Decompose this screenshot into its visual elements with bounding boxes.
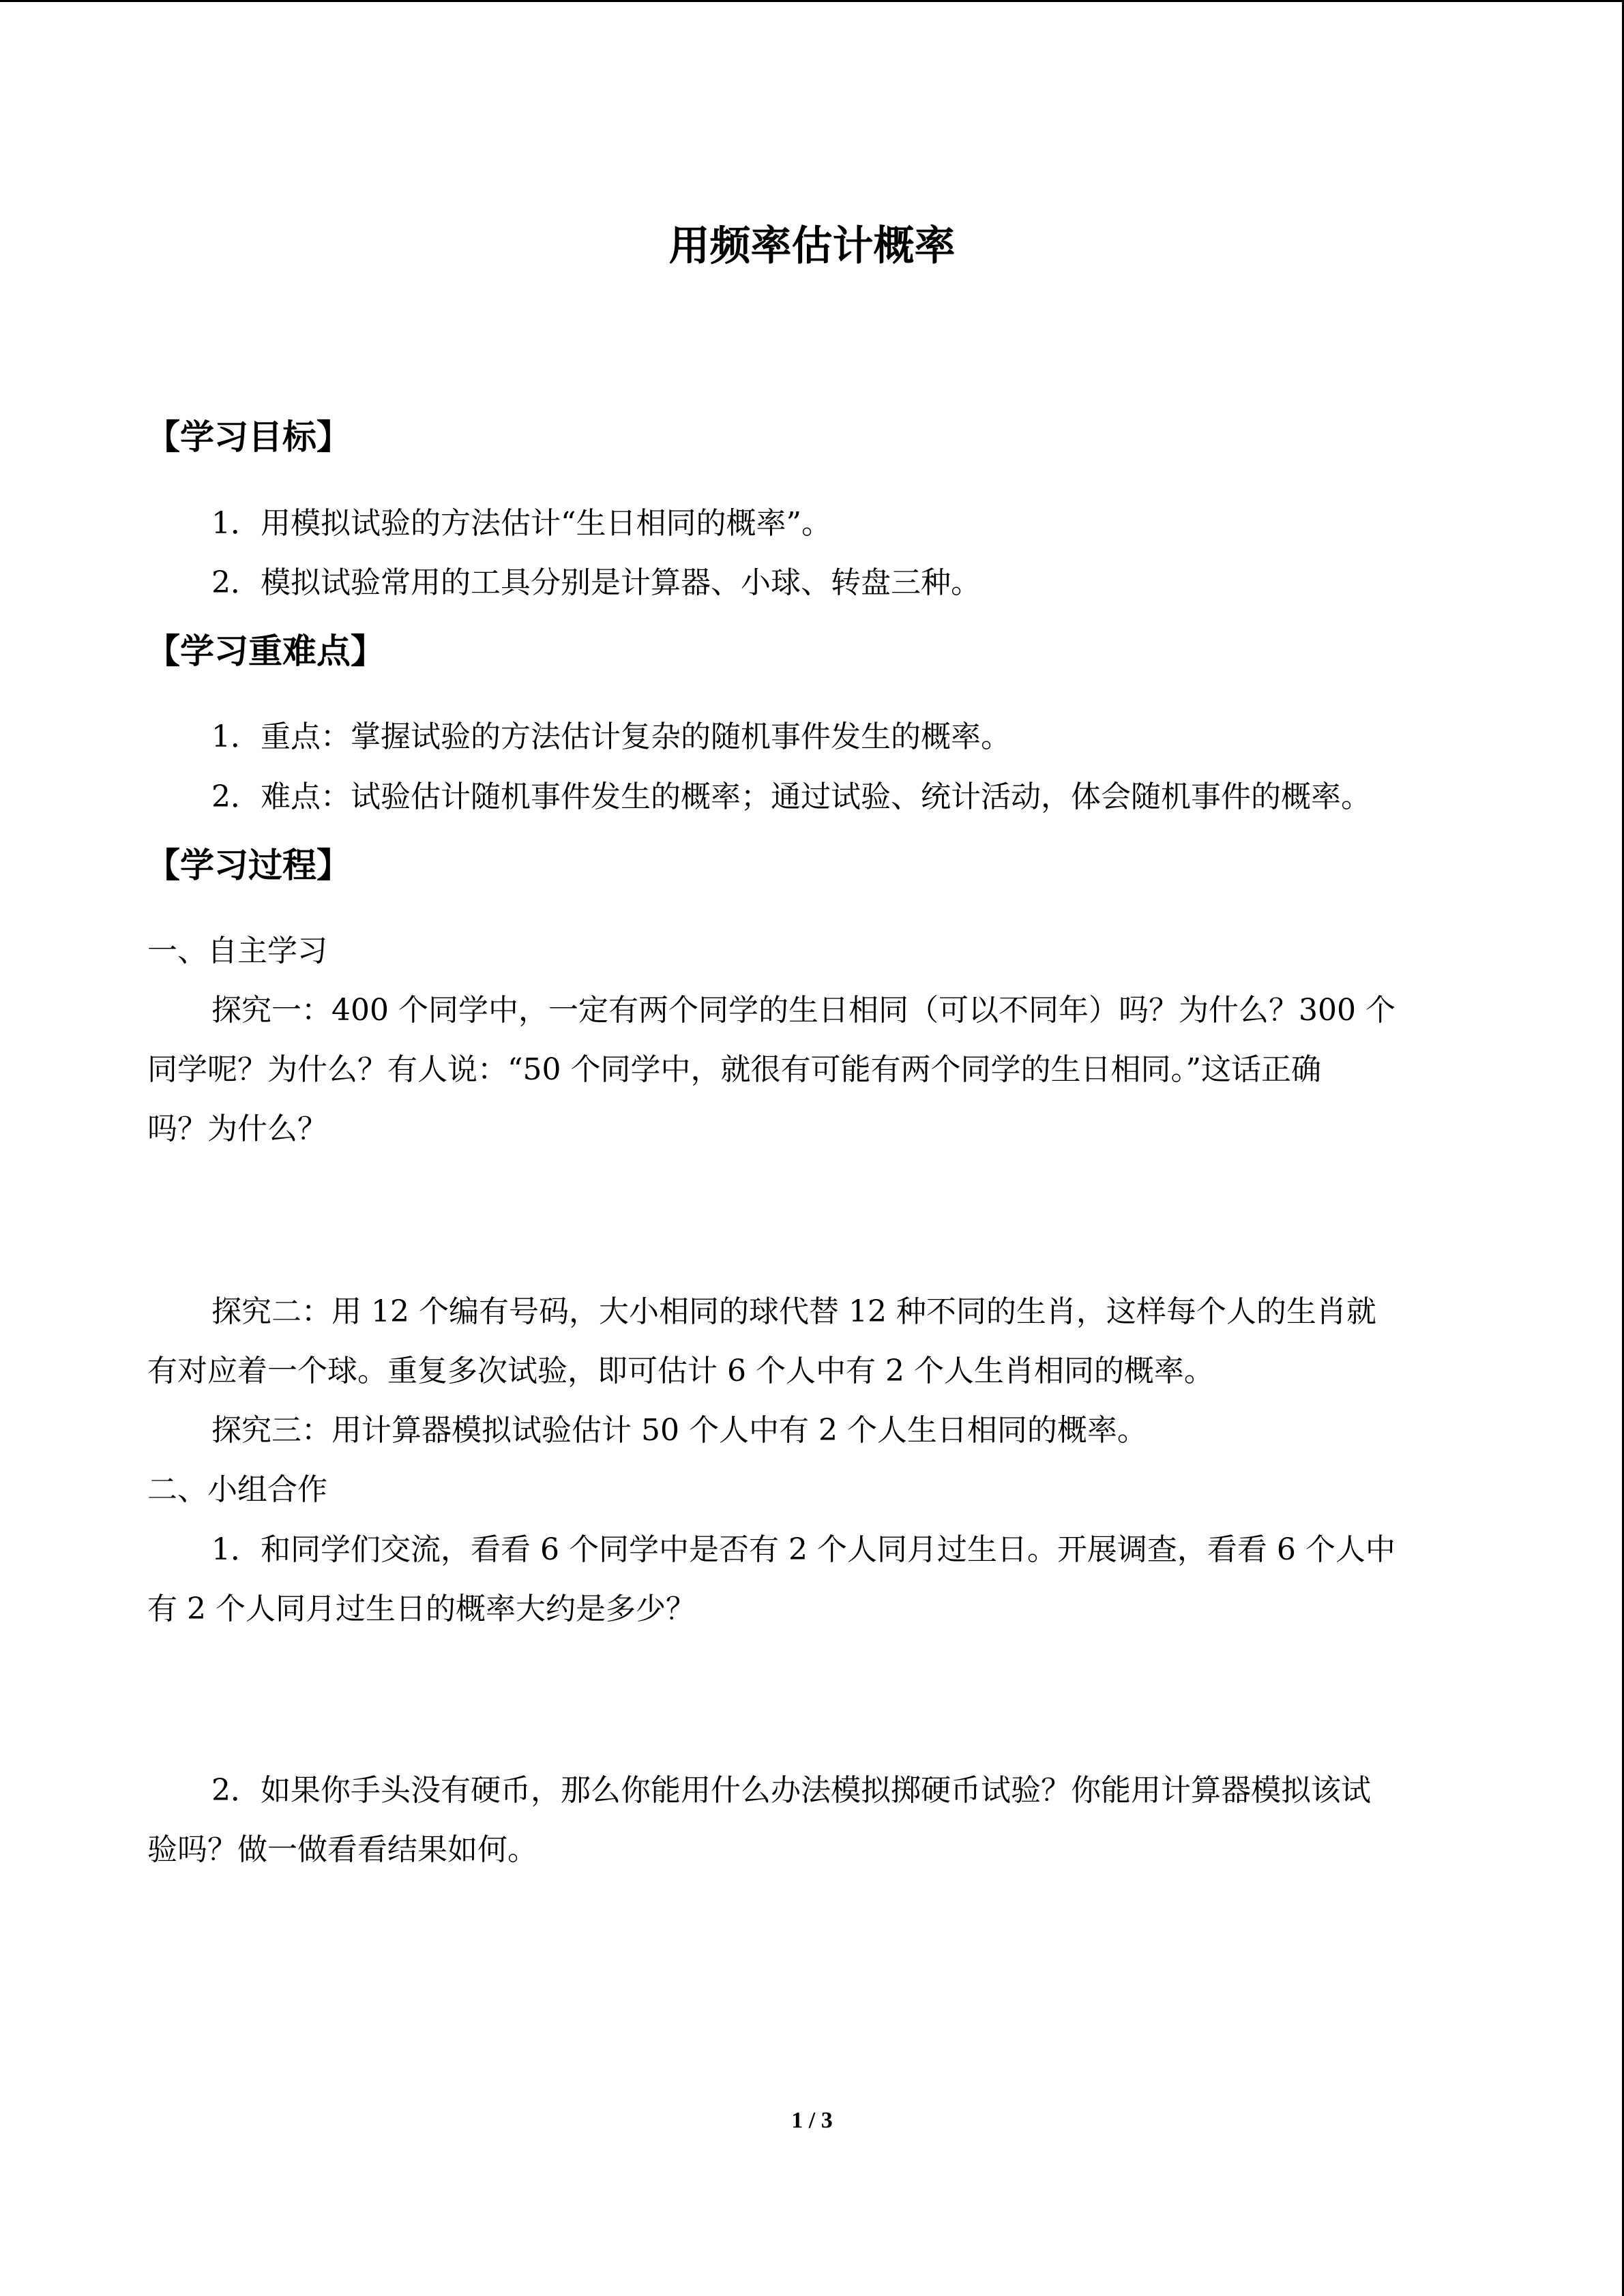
objective-item-2: 2．模拟试验常用的工具分别是计算器、小球、转盘三种。 [211,565,981,600]
group-question-2-line-1: 2．如果你手头没有硬币，那么你能用什么办法模拟掷硬币试验？你能用计算器模拟该试 [211,1773,1371,1808]
page-title: 用频率估计概率 [668,222,956,270]
explore1-line-2: 同学呢？为什么？有人说：“50 个同学中，就很有可能有两个同学的生日相同。”这话正确 [147,1052,1321,1087]
section-heading-process: 【学习过程】 [146,846,351,885]
group-question-1-line-2: 有 2 个人同月过生日的概率大约是多少？ [147,1592,696,1626]
group-question-1-line-1: 1．和同学们交流，看看 6 个同学中是否有 2 个人同月过生日。开展调查，看看 6 个人中 [211,1532,1396,1567]
section-heading-key-points: 【学习重难点】 [146,631,385,671]
explore1-line-3: 吗？为什么？ [147,1112,327,1146]
explore2-line-2: 有对应着一个球。重复多次试验，即可估计 6 个人中有 2 个人生肖相同的概率。 [147,1354,1214,1388]
part1-title: 一、自主学习 [147,934,327,968]
explore2-line-1: 探究二：用 12 个编有号码，大小相同的球代替 12 种不同的生肖，这样每个人的生肖就 [211,1294,1376,1329]
group-question-2-line-2: 验吗？做一做看看结果如何。 [147,1832,537,1867]
part2-title: 二、小组合作 [147,1472,327,1507]
explore3-line: 探究三：用计算器模拟试验估计 50 个人中有 2 个人生日相同的概率。 [211,1413,1147,1448]
explore1-line-1: 探究一：400 个同学中，一定有两个同学的生日相同（可以不同年）吗？为什么？300 个 [211,993,1396,1028]
section-heading-objectives: 【学习目标】 [146,417,351,457]
key-point-item-2: 2．难点：试验估计随机事件发生的概率；通过试验、统计活动，体会随机事件的概率。 [211,779,1371,814]
page-number: 1 / 3 [791,2108,833,2133]
key-point-item-1: 1．重点：掌握试验的方法估计复杂的随机事件发生的概率。 [211,719,1011,754]
objective-item-1: 1．用模拟试验的方法估计“生日相同的概率”。 [211,506,831,541]
